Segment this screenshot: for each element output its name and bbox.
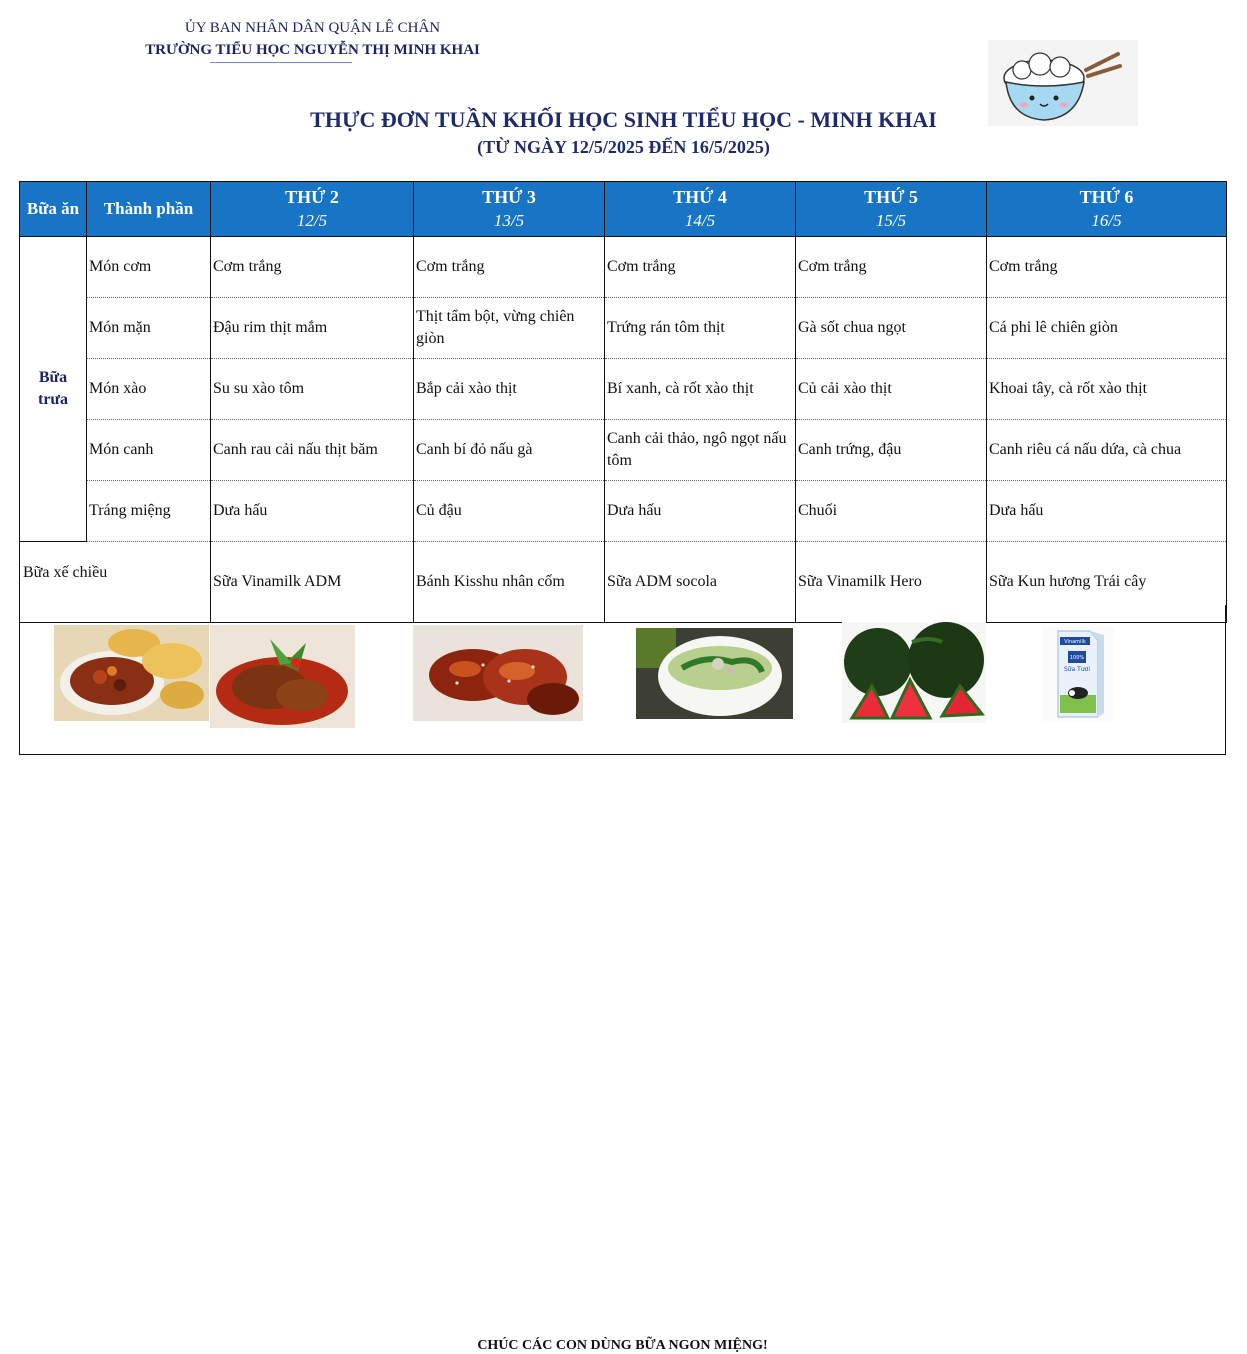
menu-cell: Cơm trắng xyxy=(414,237,605,298)
snack-label: Bữa xế chiều xyxy=(20,542,211,623)
closing-message: CHÚC CÁC CON DÙNG BỮA NGON MIỆNG! xyxy=(477,1338,768,1353)
day-header-thu: THỨ 5 15/5 xyxy=(796,182,987,237)
menu-cell: Chuối xyxy=(796,481,987,542)
vegetable-soup-photo xyxy=(636,628,793,719)
milk-label: Sữa Tươi xyxy=(1063,666,1091,673)
date-range: (TỪ NGÀY 12/5/2025 ĐẾN 16/5/2025) xyxy=(477,137,770,157)
menu-cell: Cơm trắng xyxy=(605,237,796,298)
table-row xyxy=(20,298,1227,359)
menu-cell: Su su xào tôm xyxy=(211,359,414,420)
menu-cell: Bí xanh, cà rốt xào thịt xyxy=(605,359,796,420)
menu-cell: Cơm trắng xyxy=(796,237,987,298)
menu-cell: Bắp cải xào thịt xyxy=(414,359,605,420)
header-underline xyxy=(210,62,352,63)
day-header-tue: THỨ 3 13/5 xyxy=(414,182,605,237)
day-header-fri: THỨ 6 16/5 xyxy=(987,182,1227,237)
table-row xyxy=(20,359,1227,420)
fried-fish-photo xyxy=(210,625,355,728)
menu-cell: Sữa Vinamilk ADM xyxy=(211,542,414,623)
menu-cell: Đậu rim thịt mắm xyxy=(211,298,414,359)
menu-cell: Sữa ADM socola xyxy=(605,542,796,623)
day-header-wed: THỨ 4 14/5 xyxy=(605,182,796,237)
milk-badge: 100% xyxy=(1069,655,1085,661)
component-column-header: Thành phần xyxy=(87,182,211,237)
row-label: Tráng miệng xyxy=(87,481,211,542)
menu-cell: Dưa hấu xyxy=(211,481,414,542)
food-photos-section xyxy=(19,605,1226,1353)
menu-cell: Cơm trắng xyxy=(211,237,414,298)
menu-cell: Canh cải thảo, ngô ngọt nấu tôm xyxy=(605,420,796,481)
menu-cell: Củ cải xào thịt xyxy=(796,359,987,420)
menu-cell: Bánh Kisshu nhân cốm xyxy=(414,542,605,623)
milk-carton-photo xyxy=(1042,627,1114,721)
milk-brand: Vinamilk xyxy=(1064,639,1086,645)
menu-cell: Củ đậu xyxy=(414,481,605,542)
menu-cell: Canh riêu cá nấu dứa, cà chua xyxy=(987,420,1227,481)
menu-cell: Cơm trắng xyxy=(987,237,1227,298)
school-name: TRƯỜNG TIỂU HỌC NGUYỄN THỊ MINH KHAI xyxy=(145,42,480,58)
row-label: Món cơm xyxy=(87,237,211,298)
header-row xyxy=(20,182,1227,237)
day-header-mon: THỨ 2 12/5 xyxy=(211,182,414,237)
menu-cell: Sữa Vinamilk Hero xyxy=(796,542,987,623)
row-label: Món mặn xyxy=(87,298,211,359)
weekly-menu-table xyxy=(19,181,1227,623)
watermelon-photo xyxy=(842,622,986,723)
lunch-label: Bữa trưa xyxy=(20,237,87,542)
menu-cell: Sữa Kun hương Trái cây xyxy=(987,542,1227,623)
menu-cell: Canh trứng, đậu xyxy=(796,420,987,481)
table-row xyxy=(20,420,1227,481)
tofu-stew-photo xyxy=(54,625,209,721)
menu-cell: Khoai tây, cà rốt xào thịt xyxy=(987,359,1227,420)
table-row xyxy=(20,481,1227,542)
menu-cell: Dưa hấu xyxy=(987,481,1227,542)
menu-cell: Cá phi lê chiên giòn xyxy=(987,298,1227,359)
menu-cell: Thịt tẩm bột, vừng chiên giòn xyxy=(414,298,605,359)
menu-cell: Gà sốt chua ngọt xyxy=(796,298,987,359)
sesame-chicken-photo xyxy=(413,625,583,721)
menu-title: THỰC ĐƠN TUẦN KHỐI HỌC SINH TIỂU HỌC - MINH KHAI xyxy=(310,107,937,132)
menu-cell: Canh bí đỏ nấu gà xyxy=(414,420,605,481)
meal-column-header: Bữa ăn xyxy=(20,182,87,237)
table-row xyxy=(20,237,1227,298)
row-label: Món xào xyxy=(87,359,211,420)
menu-cell: Dưa hấu xyxy=(605,481,796,542)
menu-cell: Trứng rán tôm thịt xyxy=(605,298,796,359)
row-label: Món canh xyxy=(87,420,211,481)
district-header: ỦY BAN NHÂN DÂN QUẬN LÊ CHÂN xyxy=(184,20,441,36)
menu-cell: Canh rau cải nấu thịt băm xyxy=(211,420,414,481)
